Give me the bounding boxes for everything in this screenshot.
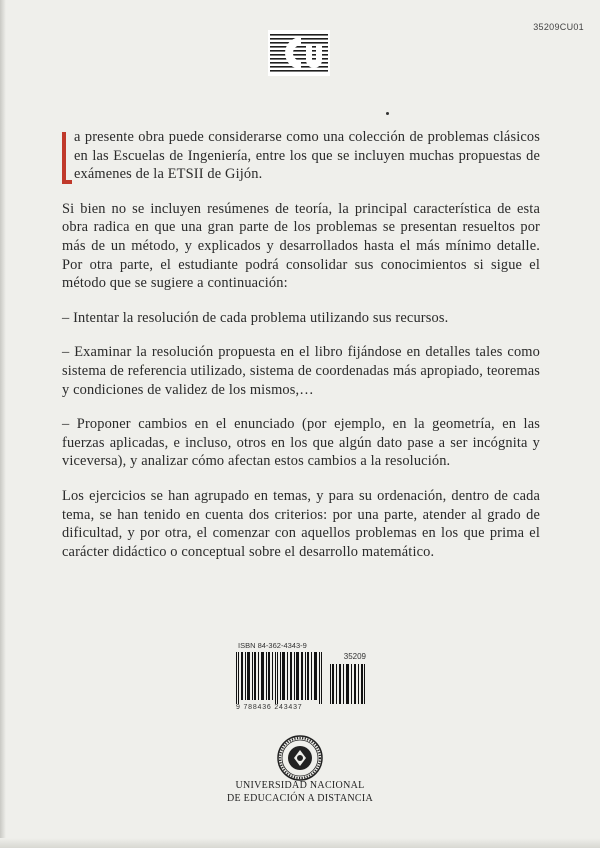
- decorative-dot: [386, 112, 389, 115]
- barcode-product-number: 35209: [343, 652, 366, 661]
- dropcap-l-ornament: [62, 132, 72, 184]
- intro-text: a presente obra puede considerarse como una colección de problemas clásicos en las Escuelas de Ingeniería, entre los que se incluyen muchas propuestas de exámenes de la ETSII de Gijón.: [74, 129, 540, 183]
- catalog-code: 35209CU01: [533, 22, 584, 32]
- uned-seal: [276, 734, 324, 782]
- supplemental-barcode: [330, 664, 366, 704]
- publisher-line-2: DE EDUCACIÓN A DISTANCIA: [226, 793, 374, 804]
- intro-paragraph: [62, 128, 540, 184]
- paragraph-method: Si bien no se incluyen resúmenes de teoría, la principal característica de esta obra radica en que una gran parte de los problemas se presentan resueltos por más de un método, y explicados y desarrollados hasta el más mínimo detalle. Por otra parte, el estudiante podrá consolidar sus conocimientos si sigue el método que se sugiere a continuación:: [62, 200, 540, 292]
- paragraph-organization: Los ejercicios se han agrupado en temas, y para su ordenación, dentro de cada tema, se han tenido en cuenta dos criterios: por una parte, atender al grado de dificultad, y por otra, el comenzar con aquellos problemas en los que prima el carácter didáctico o conceptual sobre el desarrollo matemático.: [62, 487, 540, 560]
- paragraph-step-3: – Proponer cambios en el enunciado (por ejemplo, en la geometría, en las fuerzas aplicadas, e incluso, otros en los que algún dato pase a ser incógnita y viceversa), y analizar cómo afectan estos cambios a la resolución.: [62, 416, 540, 470]
- publisher-line-1: UNIVERSIDAD NACIONAL: [235, 780, 365, 791]
- cu-logo: [268, 30, 330, 76]
- barcode-block: [232, 641, 368, 714]
- page-bottom-shadow: [0, 838, 600, 848]
- publisher-name: [200, 779, 400, 805]
- page-edge-shadow: [0, 0, 6, 848]
- paragraph-step-1: – Intentar la resolución de cada problema utilizando sus recursos.: [62, 309, 449, 326]
- barcode: [232, 652, 326, 704]
- barcode-digits: 9 788436 243437: [236, 704, 303, 711]
- back-cover-text: [62, 128, 540, 577]
- paragraph-step-2: – Examinar la resolución propuesta en el libro fijándose en detalles tales como sistema de referencia utilizado, sistema de coordenadas más apropiado, teoremas y condiciones de validez de los mismos,…: [62, 344, 540, 398]
- isbn-label: ISBN 84-362-4343-9: [238, 641, 307, 650]
